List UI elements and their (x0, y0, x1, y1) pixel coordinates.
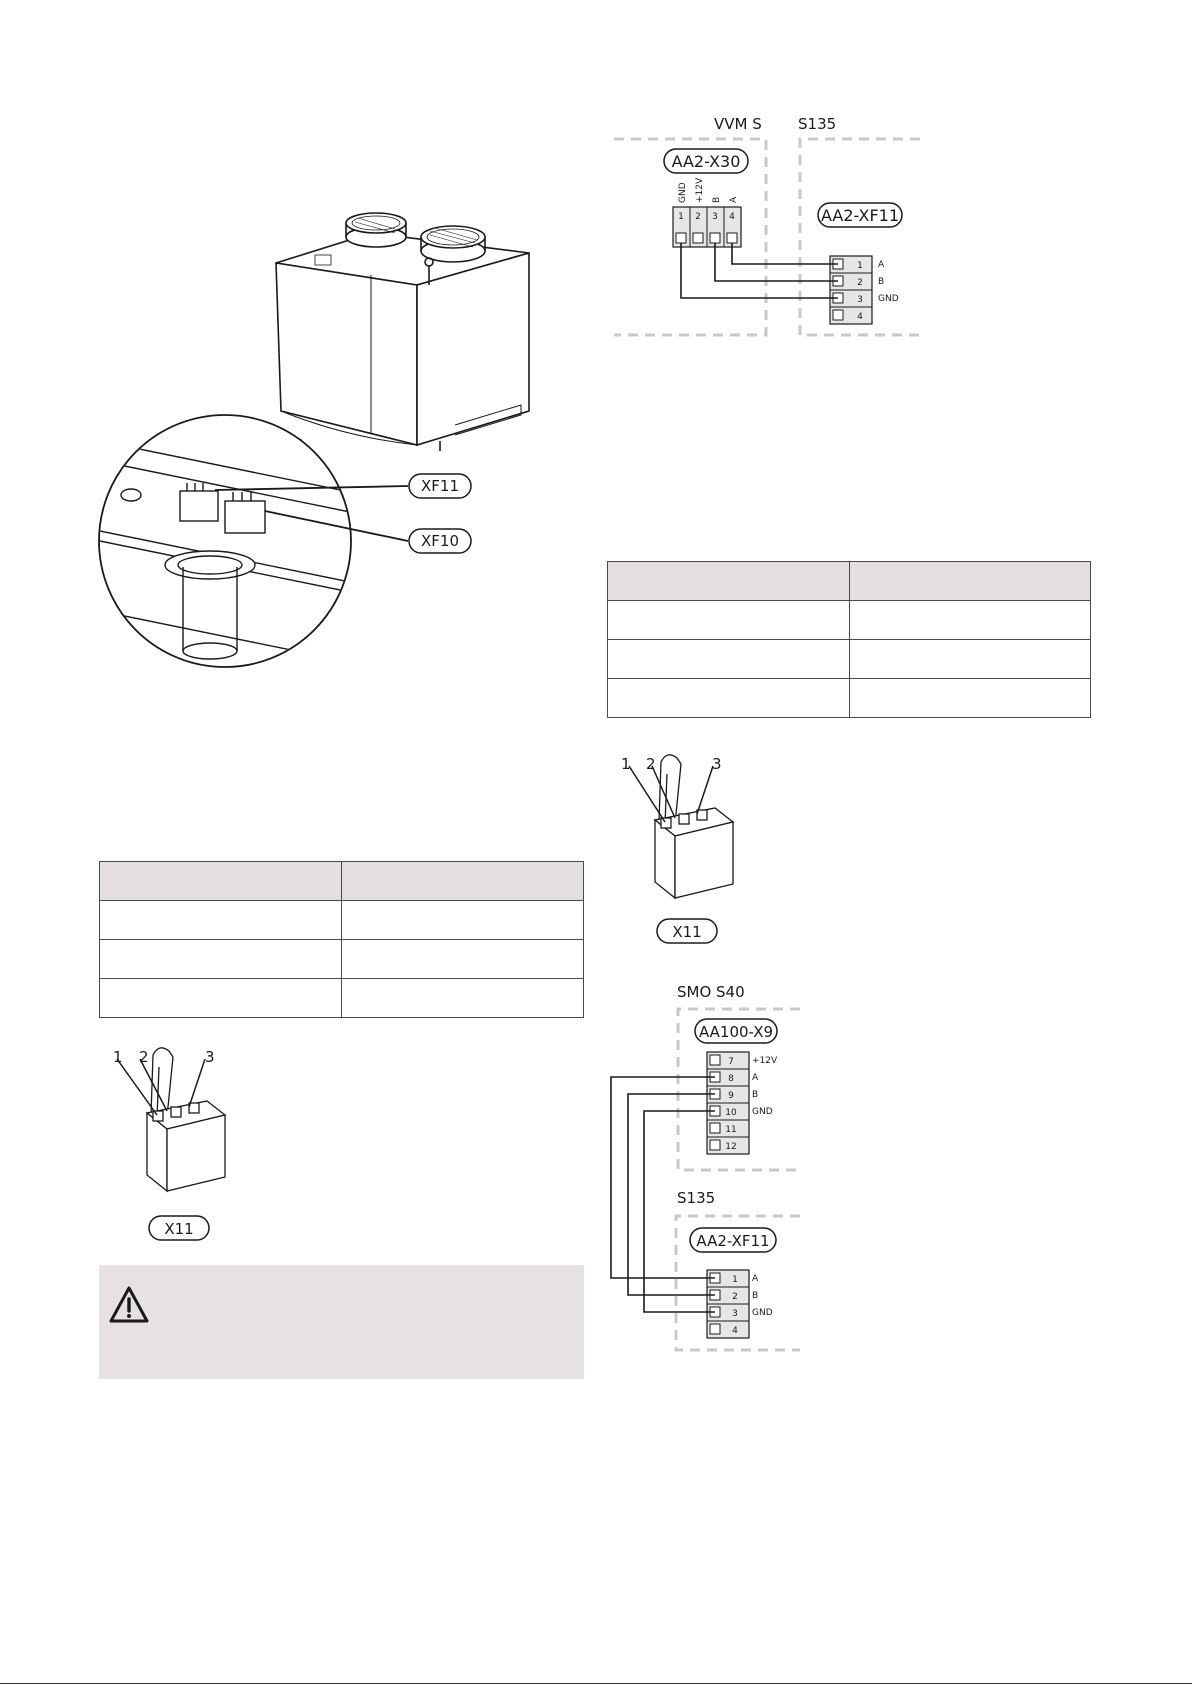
unit-a-label: VVM S (714, 115, 762, 133)
callout-xf11 (408, 473, 472, 499)
table-row (100, 901, 584, 940)
connector-right-label: X11 (672, 923, 702, 941)
xf11-num-2: 2 (857, 278, 863, 288)
connector-right-num-2: 2 (646, 755, 656, 773)
unit-illustration (95, 215, 575, 685)
connector-x11-left (107, 1045, 237, 1241)
warning-triangle-icon (108, 1285, 150, 1325)
xf11-num-1: 1 (857, 261, 863, 271)
table-row (608, 679, 1091, 718)
x9-num-10: 10 (725, 1108, 737, 1118)
wiring-diagram-smo (600, 978, 820, 1358)
callout-xf10 (408, 528, 472, 554)
x9-num-7: 7 (728, 1057, 734, 1067)
xf11-signal-3: GND (878, 294, 899, 304)
terminal-x9-label: AA100-X9 (698, 1023, 774, 1041)
table-row (608, 640, 1091, 679)
connector-right-num-3: 3 (712, 755, 722, 773)
xf11-block (830, 256, 899, 324)
xf11b-num-2: 2 (732, 1292, 738, 1302)
xf11b-num-3: 3 (732, 1309, 738, 1319)
connector-left-label: X11 (164, 1220, 194, 1238)
table-row (100, 940, 584, 979)
x30-num-2: 2 (695, 212, 701, 222)
connector-left-num-1: 1 (113, 1048, 123, 1066)
table-right (607, 561, 1091, 718)
xf11-num-4: 4 (857, 312, 863, 322)
connector-right-num-1: 1 (621, 755, 631, 773)
x9-signal-8: A (752, 1073, 759, 1083)
page-bottom-rule (0, 1683, 1192, 1684)
table-row (608, 562, 1091, 601)
x30-label-1: GND (678, 182, 688, 203)
wiring-diagram-vvm (600, 105, 940, 350)
x9-signal-7: +12V (752, 1056, 778, 1066)
connector-x11-right (615, 752, 735, 948)
callout-xf10-text: XF10 (421, 532, 459, 550)
x30-num-3: 3 (712, 212, 718, 222)
table-left (99, 861, 584, 1018)
warning-box (99, 1265, 584, 1379)
unit-smo-label: SMO S40 (677, 983, 745, 1001)
x9-num-11: 11 (725, 1125, 737, 1135)
table-row (100, 979, 584, 1018)
connector-left-num-2: 2 (139, 1048, 149, 1066)
table-row (100, 862, 584, 901)
x30-label-4: A (729, 196, 739, 203)
x9-signal-9: B (752, 1090, 759, 1100)
xf11-signal-1: A (878, 260, 885, 270)
x30-num-4: 4 (729, 212, 735, 222)
x9-signal-10: GND (752, 1107, 773, 1117)
x9-num-9: 9 (728, 1091, 734, 1101)
xf11-signal-2: B (878, 277, 885, 287)
unit-b-label: S135 (798, 115, 837, 133)
unit-s135-label: S135 (677, 1189, 716, 1207)
x30-label-3: B (712, 196, 722, 203)
xf11b-signal-2: B (752, 1291, 759, 1301)
xf11-num-3: 3 (857, 295, 863, 305)
table-row (608, 601, 1091, 640)
x9-num-12: 12 (725, 1142, 737, 1152)
x30-label-2: +12V (695, 177, 705, 203)
xf11b-block (707, 1270, 773, 1338)
xf11b-num-4: 4 (732, 1326, 738, 1336)
terminal-xf11b-label: AA2-XF11 (696, 1232, 770, 1250)
terminal-x30-label: AA2-X30 (671, 152, 741, 171)
terminal-xf11-label: AA2-XF11 (820, 206, 900, 225)
x30-num-1: 1 (678, 212, 684, 222)
connector-left-num-3: 3 (205, 1048, 215, 1066)
xf11b-signal-1: A (752, 1274, 759, 1284)
x9-block (707, 1052, 778, 1154)
xf11b-signal-3: GND (752, 1308, 773, 1318)
xf11b-num-1: 1 (732, 1275, 738, 1285)
x9-num-8: 8 (728, 1074, 734, 1084)
callout-xf11-text: XF11 (421, 477, 459, 495)
x30-block (673, 177, 741, 247)
